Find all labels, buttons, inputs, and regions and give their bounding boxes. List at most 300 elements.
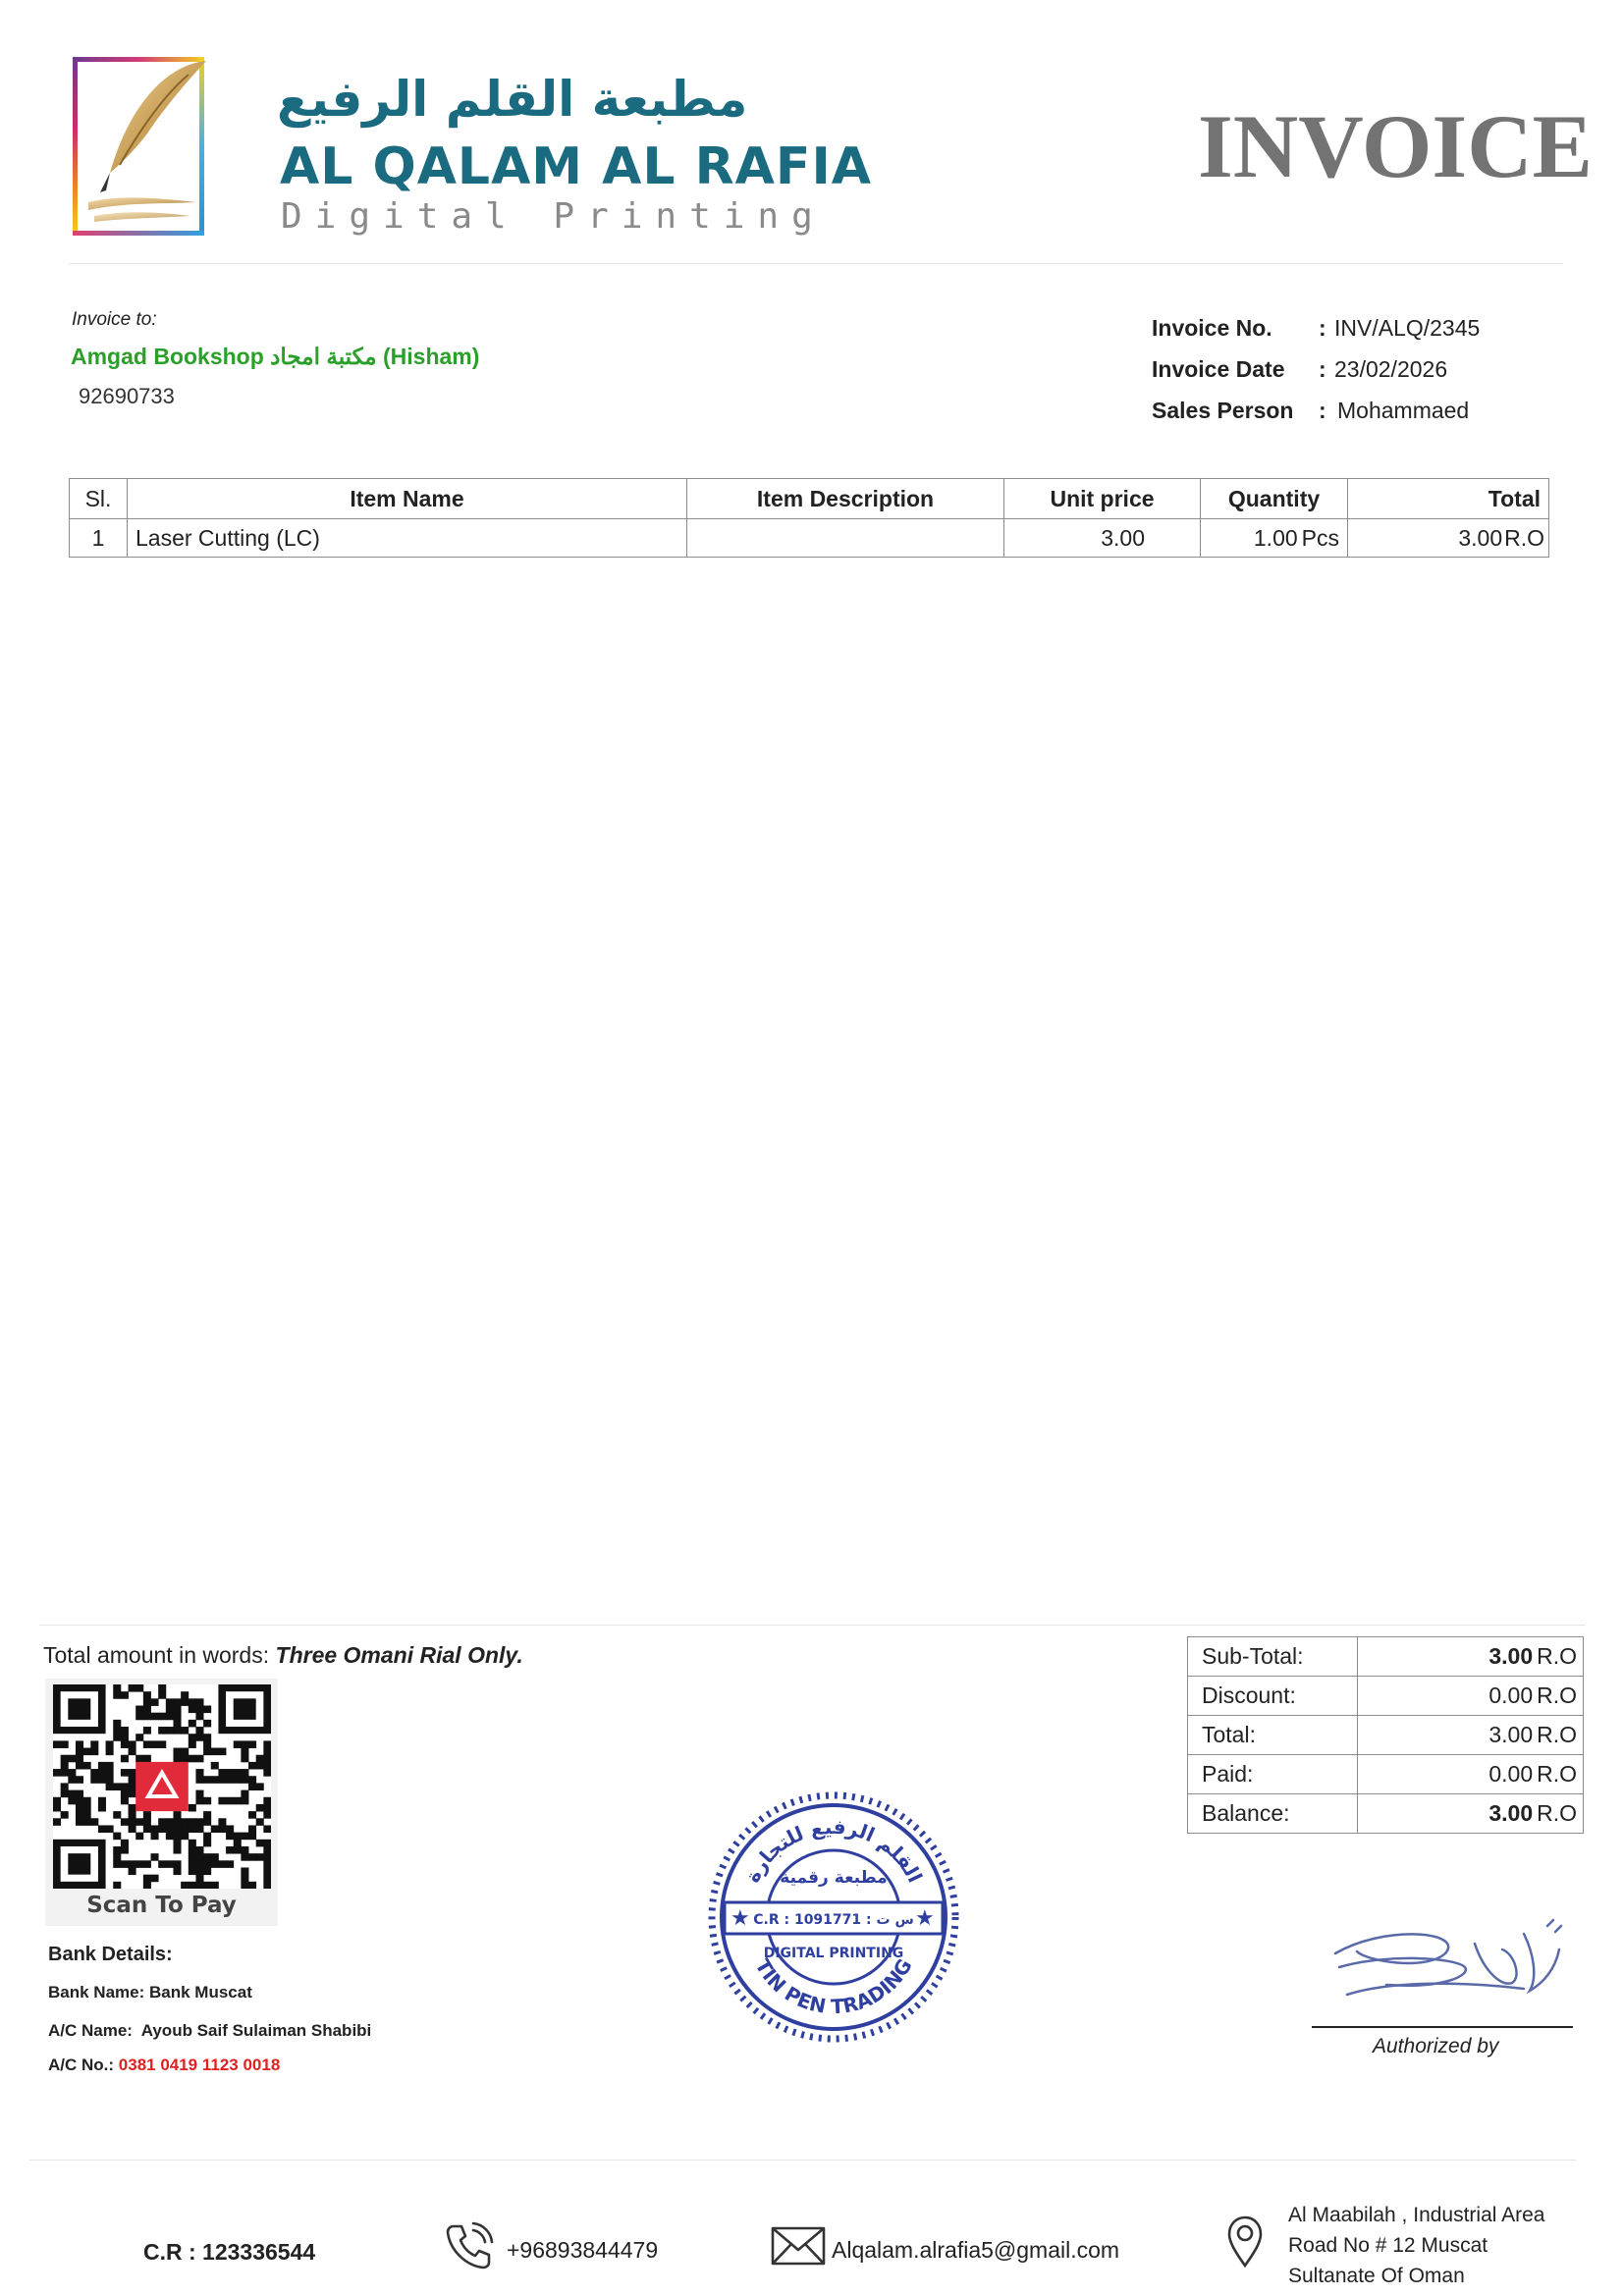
qr-module <box>90 1740 98 1748</box>
qr-module <box>129 1684 136 1692</box>
totals-table <box>1187 1636 1584 1834</box>
footer-address <box>1288 2200 1544 2291</box>
footer-phone[interactable]: +96893844479 <box>507 2237 659 2263</box>
qr-module <box>135 1706 143 1714</box>
qr-module <box>158 1825 166 1833</box>
row-unit-price: 3.00 <box>1004 519 1201 558</box>
qr-module <box>263 1804 271 1812</box>
balance-value: 3.00 <box>1488 1800 1534 1826</box>
qr-module <box>68 1776 76 1784</box>
qr-module <box>211 1776 219 1784</box>
qr-module <box>173 1840 181 1847</box>
qr-module <box>106 1776 114 1784</box>
qr-module <box>241 1797 248 1805</box>
qr-module <box>98 1825 106 1833</box>
document-title: INVOICE <box>1198 96 1594 196</box>
qr-module <box>203 1867 211 1875</box>
qr-module <box>90 1776 98 1784</box>
discount-cell <box>1358 1677 1584 1716</box>
qr-module <box>248 1882 256 1889</box>
balance-cell <box>1358 1794 1584 1834</box>
qr-module <box>203 1797 211 1805</box>
qr-module <box>173 1867 181 1875</box>
qr-module <box>61 1769 69 1777</box>
bank-name-label: Bank Name: <box>48 1983 145 2002</box>
stamp-sub-text: مطبعة رقمية <box>780 1868 888 1888</box>
qr-module <box>121 1846 129 1854</box>
qr-module <box>248 1811 256 1819</box>
colon: : <box>1319 356 1326 382</box>
qr-module <box>248 1776 256 1784</box>
qr-module <box>189 1698 196 1706</box>
qr-module <box>143 1727 151 1735</box>
qr-module <box>181 1727 189 1735</box>
brand-tagline: Digital Printing <box>281 196 826 237</box>
amount-words-value: Three Omani Rial Only. <box>275 1642 523 1668</box>
qr-module <box>195 1818 203 1826</box>
qr-module <box>173 1698 181 1706</box>
qr-module <box>263 1867 271 1875</box>
qr-module <box>61 1790 69 1798</box>
qr-module <box>263 1748 271 1756</box>
qr-module <box>173 1755 181 1763</box>
qr-module <box>195 1882 203 1889</box>
footer-cr: C.R : 123336544 <box>143 2239 316 2265</box>
qr-module <box>218 1769 226 1777</box>
currency-label: R.O <box>1537 1722 1577 1747</box>
brand-name: AL QALAM AL RAFIA <box>280 137 873 196</box>
qr-module <box>256 1853 264 1861</box>
qr-module <box>113 1846 121 1854</box>
qr-module <box>173 1825 181 1833</box>
qr-module <box>158 1860 166 1868</box>
sales-person: Mohammaed <box>1337 398 1470 423</box>
qr-module <box>113 1720 121 1728</box>
invoice-date: 23/02/2026 <box>1334 356 1448 382</box>
qr-module <box>76 1818 83 1826</box>
qr-module <box>76 1811 83 1819</box>
discount-value: 0.00 <box>1488 1682 1534 1708</box>
header-divider <box>69 263 1563 264</box>
row-item-name: Laser Cutting (LC) <box>128 519 687 558</box>
sales-person-label: Sales Person <box>1152 398 1294 423</box>
stamp-star-icon: ★ <box>915 1906 935 1931</box>
signature-line <box>1312 2026 1573 2028</box>
qr-module <box>83 1748 91 1756</box>
qr-module <box>263 1846 271 1854</box>
bank-name-row <box>48 1983 252 2002</box>
qr-module <box>195 1734 203 1741</box>
qr-module <box>189 1882 196 1889</box>
qr-module <box>76 1776 83 1784</box>
qr-module <box>166 1833 174 1841</box>
qr-module <box>76 1790 83 1798</box>
address-line-3: Sultanate Of Oman <box>1288 2265 1465 2287</box>
qr-module <box>121 1769 129 1777</box>
qr-module <box>256 1818 264 1826</box>
qr-module <box>53 1804 61 1812</box>
qr-module <box>173 1811 181 1819</box>
qr-module <box>234 1769 242 1777</box>
qr-module <box>158 1727 166 1735</box>
quill-logo-icon <box>71 55 210 238</box>
qr-module <box>113 1853 121 1861</box>
subtotal-cell <box>1358 1637 1584 1677</box>
col-item-name: Item Name <box>128 479 687 519</box>
row-sl: 1 <box>70 519 128 558</box>
qr-module <box>129 1860 136 1868</box>
qr-module <box>263 1762 271 1770</box>
footer-email[interactable]: Alqalam.alrafia5@gmail.com <box>832 2237 1120 2263</box>
qr-module <box>151 1833 159 1841</box>
qr-module <box>68 1853 90 1875</box>
qr-module <box>68 1769 76 1777</box>
qr-module <box>113 1783 121 1790</box>
items-table <box>69 478 1549 558</box>
qr-module <box>129 1783 136 1790</box>
qr-module <box>211 1853 219 1861</box>
invoice-date-label: Invoice Date <box>1152 356 1285 382</box>
qr-module <box>173 1846 181 1854</box>
qr-module <box>195 1776 203 1784</box>
bank-details-title: Bank Details: <box>48 1944 173 1965</box>
qr-module <box>218 1797 226 1805</box>
qr-module <box>189 1840 196 1847</box>
brand-name-arabic: مطبعة القلم الرفيع <box>277 71 748 128</box>
total-row <box>1188 1716 1584 1755</box>
qr-module <box>121 1860 129 1868</box>
qr-module <box>195 1797 203 1805</box>
qr-module <box>83 1818 91 1826</box>
colon: : <box>1319 315 1326 341</box>
qr-module <box>189 1846 196 1854</box>
qr-module <box>189 1825 196 1833</box>
qr-module <box>129 1867 136 1875</box>
qr-module <box>166 1825 174 1833</box>
qr-module <box>53 1769 61 1777</box>
stamp-top-text: القلم الرفيع للتجارة <box>739 1814 928 1887</box>
qr-module <box>189 1720 196 1728</box>
qr-module <box>181 1882 189 1889</box>
phone-icon-glyph <box>444 2220 495 2271</box>
qr-module <box>211 1762 219 1770</box>
qr-module <box>195 1867 203 1875</box>
qr-module <box>158 1740 166 1748</box>
paid-label: Paid: <box>1188 1755 1358 1794</box>
envelope-icon <box>770 2224 827 2268</box>
qr-module <box>195 1846 203 1854</box>
address-line-1: Al Maabilah , Industrial Area <box>1288 2204 1545 2226</box>
qr-module <box>106 1825 114 1833</box>
subtotal-label: Sub-Total: <box>1188 1637 1358 1677</box>
lower-divider <box>39 1625 1586 1626</box>
qr-module <box>143 1860 151 1868</box>
qr-module <box>211 1882 219 1889</box>
row-item-description <box>687 519 1004 558</box>
account-number-row <box>48 2056 280 2075</box>
qr-module <box>106 1748 114 1756</box>
qr-module <box>203 1818 211 1826</box>
qr-module <box>195 1769 203 1777</box>
currency-label: R.O <box>1537 1800 1577 1826</box>
qr-module <box>203 1734 211 1741</box>
qr-module <box>234 1840 242 1847</box>
qr-module <box>151 1698 159 1706</box>
qr-module <box>195 1755 203 1763</box>
qr-module <box>68 1790 76 1798</box>
qr-module <box>241 1776 248 1784</box>
qr-module <box>234 1833 242 1841</box>
qr-module <box>181 1833 189 1841</box>
qr-module <box>203 1811 211 1819</box>
qr-module <box>90 1748 98 1756</box>
paid-cell <box>1358 1755 1584 1794</box>
qr-module <box>173 1706 181 1714</box>
qr-module <box>241 1867 248 1875</box>
total-cell <box>1358 1716 1584 1755</box>
qr-module <box>135 1734 143 1741</box>
account-name: Ayoub Saif Sulaiman Shabibi <box>140 2021 372 2040</box>
qr-module <box>129 1804 136 1812</box>
qr-module <box>181 1748 189 1756</box>
qr-module <box>106 1769 114 1777</box>
stamp-bottom-text: TIN PEN TRADING <box>750 1954 917 2019</box>
qr-module <box>68 1698 90 1720</box>
qr-module <box>53 1818 61 1826</box>
invoice-number: INV/ALQ/2345 <box>1334 315 1481 341</box>
invoice-to-label: Invoice to: <box>72 309 157 330</box>
row-quantity <box>1201 519 1348 558</box>
qr-module <box>241 1755 248 1763</box>
qr-module <box>234 1776 242 1784</box>
qr-module <box>158 1818 166 1826</box>
qr-module <box>195 1860 203 1868</box>
qr-module <box>106 1762 114 1770</box>
qr-module <box>263 1825 271 1833</box>
qr-module <box>166 1713 174 1721</box>
qr-module <box>189 1818 196 1826</box>
qr-module <box>76 1762 83 1770</box>
discount-row <box>1188 1677 1584 1716</box>
qr-module <box>181 1818 189 1826</box>
qr-module <box>226 1846 234 1854</box>
qr-module <box>256 1840 264 1847</box>
qr-module <box>61 1740 69 1748</box>
qr-module <box>241 1740 248 1748</box>
qr-module <box>218 1776 226 1784</box>
qr-module <box>143 1755 151 1763</box>
qr-module <box>151 1825 159 1833</box>
balance-row <box>1188 1794 1584 1834</box>
invoice-number-label: Invoice No. <box>1152 315 1272 341</box>
customer-name: Amgad Bookshop مكتبة امجاد (Hisham) <box>71 344 480 369</box>
qr-module <box>121 1840 129 1847</box>
sales-person-row <box>1152 398 1469 424</box>
bank-name: Bank Muscat <box>149 1983 252 2002</box>
qr-module <box>121 1740 129 1748</box>
qr-module <box>143 1811 151 1819</box>
qr-module <box>189 1755 196 1763</box>
qr-module <box>166 1860 174 1868</box>
qr-module <box>263 1755 271 1763</box>
qr-module <box>241 1875 248 1883</box>
qr-module <box>241 1882 248 1889</box>
qr-module <box>181 1755 189 1763</box>
qr-module <box>173 1833 181 1841</box>
qr-module <box>203 1853 211 1861</box>
qr-module <box>121 1734 129 1741</box>
qr-module <box>241 1833 248 1841</box>
qr-module <box>151 1740 159 1748</box>
qr-module <box>195 1790 203 1798</box>
qr-module <box>211 1860 219 1868</box>
location-pin-icon <box>1225 2215 1265 2269</box>
qr-module <box>106 1740 114 1748</box>
qr-module <box>129 1740 136 1748</box>
qr-module <box>263 1769 271 1777</box>
qr-module <box>226 1769 234 1777</box>
qr-module <box>263 1860 271 1868</box>
table-header-row <box>70 479 1549 519</box>
qr-module <box>98 1769 106 1777</box>
col-item-description: Item Description <box>687 479 1004 519</box>
qr-module <box>143 1691 151 1699</box>
qr-module <box>135 1818 143 1826</box>
qr-module <box>248 1825 256 1833</box>
qr-module <box>234 1740 242 1748</box>
qr-module <box>256 1755 264 1763</box>
qr-module <box>195 1713 203 1721</box>
signature-scribble <box>1327 1914 1573 2022</box>
col-unit-price: Unit price <box>1004 479 1201 519</box>
qr-module <box>263 1840 271 1847</box>
qr-module <box>90 1769 98 1777</box>
qr-module <box>203 1748 211 1756</box>
qr-module <box>83 1804 91 1812</box>
qr-module <box>158 1684 166 1692</box>
qr-module <box>143 1713 151 1721</box>
qr-module <box>158 1691 166 1699</box>
qr-module <box>226 1797 234 1805</box>
qr-module <box>195 1875 203 1883</box>
qr-module <box>248 1833 256 1841</box>
qr-module <box>211 1748 219 1756</box>
qr-module <box>135 1684 143 1692</box>
qr-module <box>248 1783 256 1790</box>
qr-module <box>189 1706 196 1714</box>
signature <box>1327 1914 1573 2022</box>
qr-module <box>203 1840 211 1847</box>
svg-text:TIN PEN TRADING <box>750 1954 916 2018</box>
account-name-row <box>48 2021 371 2041</box>
qr-code-icon[interactable] <box>53 1684 271 1889</box>
qr-module <box>129 1776 136 1784</box>
qr-module <box>241 1790 248 1798</box>
qr-module <box>135 1755 143 1763</box>
qr-module <box>129 1825 136 1833</box>
customer-phone: 92690733 <box>79 384 175 408</box>
qr-module <box>61 1811 69 1819</box>
qr-module <box>263 1875 271 1883</box>
qr-caption: Scan To Pay <box>86 1893 237 1918</box>
qr-module <box>143 1740 151 1748</box>
total-label: Total: <box>1188 1716 1358 1755</box>
qr-module <box>248 1762 256 1770</box>
qr-module <box>189 1853 196 1861</box>
qr-module <box>218 1860 226 1868</box>
qr-module <box>166 1818 174 1826</box>
stamp-cr-text: C.R : 1091771 : س ت <box>753 1912 914 1928</box>
qr-module <box>189 1804 196 1812</box>
qr-module <box>189 1860 196 1868</box>
qr-module <box>129 1790 136 1798</box>
qr-module <box>151 1713 159 1721</box>
qr-module <box>143 1706 151 1714</box>
location-pin-glyph <box>1225 2215 1265 2269</box>
qr-module <box>173 1727 181 1735</box>
qr-module <box>241 1846 248 1854</box>
qr-module <box>61 1762 69 1770</box>
qr-module <box>195 1853 203 1861</box>
qr-module <box>248 1740 256 1748</box>
discount-label: Discount: <box>1188 1677 1358 1716</box>
qr-module <box>143 1875 151 1883</box>
qr-module <box>129 1769 136 1777</box>
company-stamp-seal <box>705 1789 962 2046</box>
col-sl: Sl. <box>70 479 128 519</box>
qr-module <box>113 1833 121 1841</box>
qr-module <box>76 1804 83 1812</box>
qr-module <box>158 1713 166 1721</box>
paid-value: 0.00 <box>1488 1761 1534 1787</box>
qr-module <box>218 1818 226 1826</box>
qr-module <box>76 1797 83 1805</box>
qr-module <box>151 1853 159 1861</box>
paid-row <box>1188 1755 1584 1794</box>
row-total-value: 3.00 <box>1458 524 1503 551</box>
qr-module <box>241 1853 248 1861</box>
qr-module <box>83 1762 91 1770</box>
qr-module <box>256 1804 264 1812</box>
qr-module <box>98 1776 106 1784</box>
qr-module <box>98 1762 106 1770</box>
account-number: 0381 0419 1123 0018 <box>118 2056 281 2074</box>
qr-module <box>203 1720 211 1728</box>
qr-module <box>143 1825 151 1833</box>
qr-module <box>98 1797 106 1805</box>
currency-label: R.O <box>1537 1682 1577 1708</box>
qr-module <box>218 1748 226 1756</box>
qr-module <box>76 1755 83 1763</box>
qr-module <box>263 1811 271 1819</box>
qr-module <box>129 1811 136 1819</box>
qr-module <box>189 1734 196 1741</box>
qr-payment-block[interactable] <box>45 1679 278 1926</box>
qr-module <box>143 1698 151 1706</box>
qr-module <box>166 1727 174 1735</box>
qr-module <box>98 1804 106 1812</box>
qr-module <box>121 1727 129 1735</box>
qr-module <box>143 1818 151 1826</box>
qr-module <box>113 1860 121 1868</box>
qr-module <box>76 1748 83 1756</box>
qr-module <box>234 1846 242 1854</box>
qr-module <box>173 1713 181 1721</box>
qr-module <box>173 1748 181 1756</box>
qr-module <box>90 1818 98 1826</box>
authorized-by-label: Authorized by <box>1373 2035 1499 2057</box>
qr-module <box>106 1783 114 1790</box>
